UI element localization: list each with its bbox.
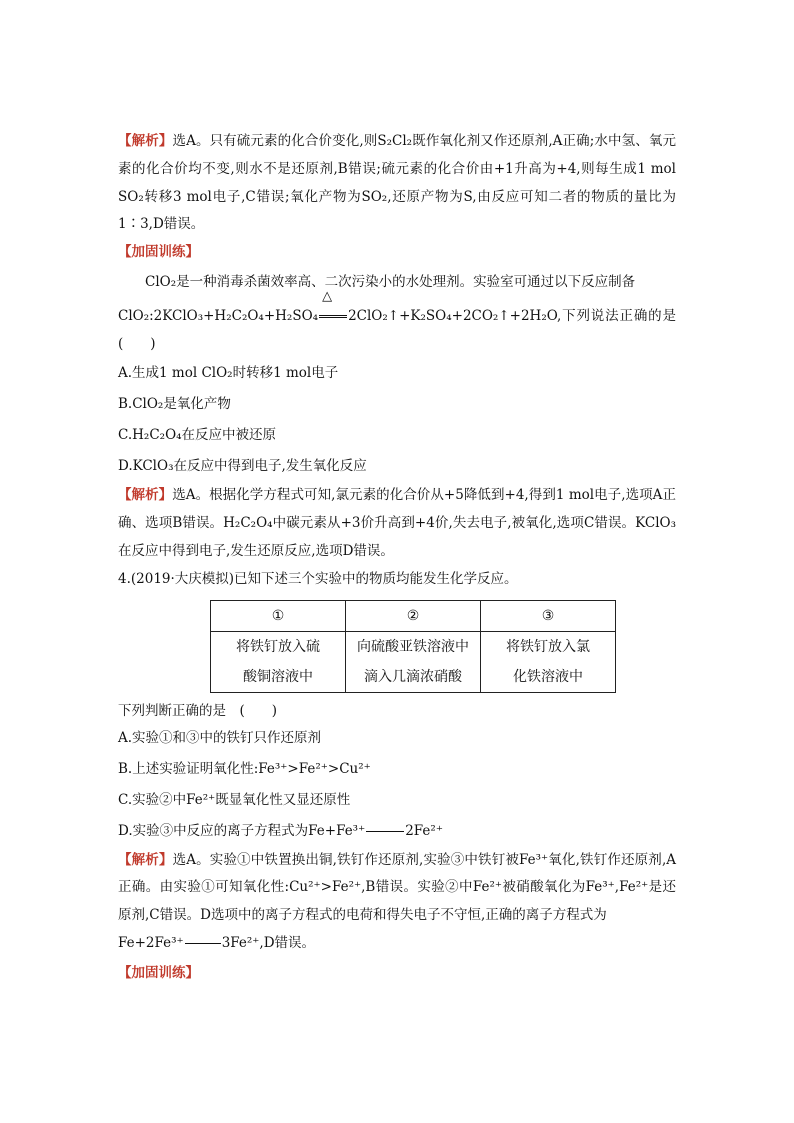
question-4-stem: 4.(2019·大庆模拟)已知下述三个实验中的物质均能发生化学反应。 [118, 570, 518, 587]
analysis-text: 选A。根据化学方程式可知,氯元素的化合价从+5降低到+4,得到1 mol电子,选项A正确、选项B错误。H₂C₂O₄中碳元素从+3价升高到+4价,失去电子,被氧化,选项C错误。KClO₃在反应中得到电子,发生还原反应,选项D错误。 [118, 487, 676, 559]
analysis-text: 选A。实验①中铁置换出铜,铁钉作还原剂,实验③中铁钉被Fe³⁺氧化,铁钉作还原剂,A正确。由实验①可知氧化性:Cu²⁺>Fe²⁺,B错误。实验②中Fe²⁺被硝酸氧化为Fe³⁺,Fe²⁺是还原剂,C错误。D选项中的离子方程式的电荷和得失电子不守恒,正确的离子方程式为 [118, 851, 676, 924]
table-cell: 将铁钉放入硫 酸铜溶液中 [211, 631, 346, 692]
analysis-paragraph-1 [118, 128, 676, 239]
analysis-text: 选A。只有硫元素的化合价变化,则S₂Cl₂既作氧化剂又作还原剂,A正确;水中氢、氧元素的化合价均不变,则水不是还原剂,B错误;硫元素的化合价由+1升高为+4,则每生成1 mol SO₂转移3 mol电子,C错误;氧化产物为SO₂,还原产物为S,由反应可知二者的物质的量比为1∶3,D错误。 [118, 133, 676, 233]
option-b: B.上述实验证明氧化性:Fe³⁺>Fe²⁺>Cu²⁺ [118, 760, 371, 777]
reinforcement-heading: 【加固训练】 [118, 964, 199, 981]
analysis-paragraph-2 [118, 482, 676, 565]
question-4-options [118, 699, 676, 847]
analysis-tag: 【解析】 [118, 851, 173, 868]
experiment-table [210, 600, 616, 693]
analysis-tag: 【解析】 [118, 487, 173, 504]
table-header: ③ [481, 600, 616, 631]
heat-equals-sign [318, 288, 348, 331]
option-b: B.ClO₂是氧化产物 [118, 396, 231, 413]
option-c: C.H₂C₂O₄在反应中被还原 [118, 427, 277, 444]
table-cell: 将铁钉放入氯 化铁溶液中 [481, 631, 616, 692]
analysis-tag: 【解析】 [118, 133, 173, 149]
option-a: A.实验①和③中的铁钉只作还原剂 [118, 729, 322, 746]
question-3-options [118, 358, 676, 482]
reinforcement-heading: 【加固训练】 [118, 244, 199, 261]
option-a: A.生成1 mol ClO₂时转移1 mol电子 [118, 365, 339, 382]
table-header: ② [346, 600, 481, 631]
option-c: C.实验②中Fe²⁺既显氧化性又显还原性 [118, 791, 351, 808]
document-page [118, 128, 690, 988]
heat-symbol: △ [322, 288, 333, 304]
question-3-intro: ClO₂是一种消毒杀菌效率高、二次污染小的水处理剂。实验室可通过以下反应制备 [145, 273, 636, 290]
analysis-paragraph-3: 【解析】选A。实验①中铁置换出铜,铁钉作还原剂,实验③中铁钉被Fe³⁺氧化,铁钉作还原剂,A正确。由实验①可知氧化性:Cu²⁺>Fe²⁺,B错误。实验②中Fe²⁺被硝酸氧化为Fe³⁺,Fe²⁺是还原剂,C错误。D选项中的离子方程式的电荷和得失电子不守恒,正确的离子方程式为 Fe+2Fe³⁺ 3Fe²⁺,D错误。 [118, 851, 676, 951]
table-cell: 向硫酸亚铁溶液中 滴入几滴浓硝酸 [346, 631, 481, 692]
question-3-equation: ClO₂:2KClO₃+H₂C₂O₄+H₂SO₄ △ 2ClO₂↑+K₂SO₄+2CO₂↑+2H₂O,下列说法正确的是 ( ) [118, 288, 690, 352]
option-d: D.KClO₃在反应中得到电子,发生氧化反应 [118, 458, 367, 475]
question-prompt: 下列判断正确的是 ( ) [118, 702, 278, 719]
option-d: D.实验③中反应的离子方程式为Fe+Fe³⁺ 2Fe²⁺ [118, 822, 443, 839]
table-header: ① [211, 600, 346, 631]
